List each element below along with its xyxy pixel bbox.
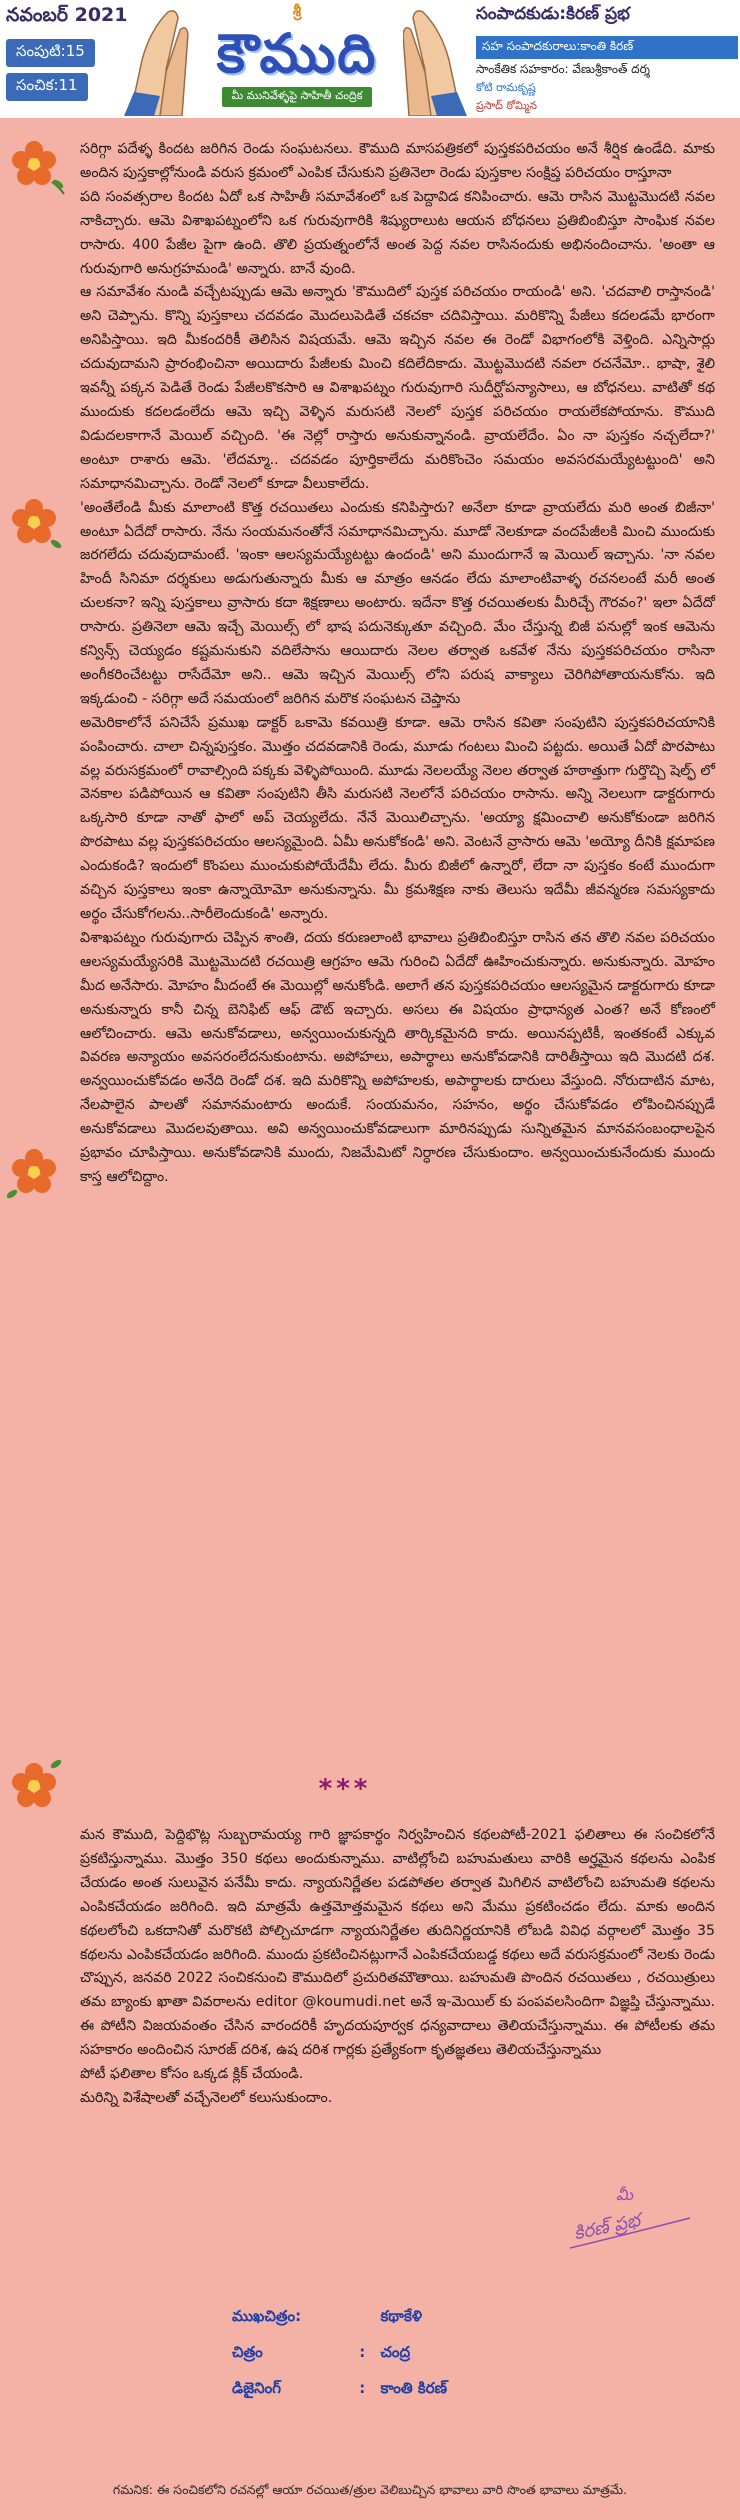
masthead [0,0,740,118]
logo-tagline: మీ మునివేళ్ళపై సాహితీ చంద్రిక [222,87,373,107]
editorial-paragraph: 'అంతేలేండి మీకు మాలాంటి కొత్త రచయితలు ఎందుకు కనిపిస్తారు? అనేలా కూడా వ్రాయలేదు మరి అంత బిజీనా' అంటూ ఏదేదో రాసారు. నేను సంయమనంతోనే సమాధానమిచ్చాను. మూడో నెలకూడా వందపేజీలకి మించి ముందుకు జరగలేదు చదువుదామంటే. 'ఇంకా ఆలస్యమయ్యేటట్టు ఉందండి' అని ముందుగానే ఇ మెయిల్ ఇచ్చాను. 'నా నవల హిందీ సినిమా దర్శకులు అడుగుతున్నారు మీకు ఆ మాత్రం ఆనడం లేదు మాలాంటివాళ్ళ రచనలంటే మరీ అంత చులకనా? ఇన్ని పుస్తకాలు వ్రాసారు కదా శిక్షణాలు అంటారు. ఇదేనా కొత్త రచయితలకు మీరిచ్చే గౌరవం?' ఇలా ఏదేదో రాసారు. ప్రతినెలా ఆమె ఇచ్చే మెయిల్స్ లో భాష పదునెక్కుతూ వచ్చింది. మేం చేస్తున్న బిజీ పనుల్లో ఇంక ఆమెను కన్విన్స్ చెయ్యడం కష్టమనుకుని వదిలేసాను ఆయిదారు నెలల తర్వాత ఒకవేళ నేను పుస్తకపరిచయం రాసినా అంగీకరించేటట్టు రాసేదేమో అని.. ఆమె ఇచ్చిన మెయిల్స్ లోని పరుష వాక్యాలు చెరిగిపోతాయనుకోను. ఇది ఇక్కడుంచి - సరిగ్గా అదే సమయంలో జరిగిన మరొక సంఘటన చెప్తాను [80,499,715,707]
disclaimer-footer: గమనిక: ఈ సంచికలోని రచనల్లో ఆయా రచయిత/త్రుల వెలిబుచ్చిన భావాలు వారి సొంత భావాలు మాత్రమే. [112,2482,628,2497]
team-member-1: కోటి రామకృష్ణ [476,81,536,94]
editor-signature [560,2178,700,2258]
logo-sri: శ్రీ [292,2,302,20]
credit-value: కథాకేళి [380,2307,422,2325]
editorial-body [80,138,715,1190]
signature-line-2: కిరణ్ ప్రభ [572,2209,642,2245]
credit-illustration: చిత్రం : చంద్ర [232,2334,592,2370]
flower-decoration-icon [2,490,66,554]
credit-cover [232,2298,592,2334]
flower-decoration-icon [2,132,66,196]
contest-results [80,1824,715,2111]
signature-line-1: మీ [616,2185,633,2204]
credit-label: చిత్రం [232,2343,263,2361]
results-paragraph: మన కౌముది, పెద్దిభొట్ల సుబ్బరామయ్య గారి జ్ఞాపకార్థం నిర్వహించిన కథలపోటీ-2021 ఫలితాలు ఈ సంచికలోనే ప్రకటిస్తున్నాము. మొత్తం 350 కథలు అందుకున్నాము. వాటిల్లోంచి బహుమతులు వారికి అర్హమైన కథలను ఎంపిక చేయడం అంత సులువైన పనేమీ కాదు. న్యాయనిర్ణేతల పడపోతల తర్వాత మిగిలిన వాటిలోంచి బహుమతి కథలను ఎంపికచేయడం జరిగింది. ఇది మాత్రమే ఉత్తమోత్తమమైన కథలు అని మేము ప్రకటించడం లేదు. మాకు అందిన కథలలోంచి ఒకదానితో మరొకటి పోల్చిచూడగా న్యాయనిర్ణేతల తుదినిర్ణయానికి లోబడి వివిధ వర్గాలలో మొత్తం 35 కథలను ఎంపికచేయడం జరిగింది. ముందు ప్రకటించినట్లుగానే ఎంపికచేయబడ్డ కథలు అదే వరుసక్రమంలో నెలకు రెండు చొప్పున, జనవరి 2022 సంచికనుంచి కౌముదిలో ప్రచురితమౌతాయి. బహుమతి పొందిన రచయితలు , రచయిత్రులు తమ బ్యాంకు ఖాతా వివరాలను editor @koumudi.net అనే ఇ-మెయిల్ కు పంపవలసిందిగా విజ్ఞప్తి చేస్తున్నాము. ఈ పోటీని విజయవంతం చేసిన వారందరికీ హృదయపూర్వక ధన్యవాదాలు తెలియచేస్తున్నాము. ఈ పోటీలకు తమ సహకారం అందించిన సూరజ్ దరిశ, ఉష దరిశ గార్లకు ప్రత్యేకంగా కృతజ్ఞతలు తెలియచేస్తున్నాము [80,1827,715,2059]
praying-hands-left-icon [120,0,190,116]
praying-hands-right-icon [403,0,471,116]
closing-line: మరిన్ని విశేషాలతో వచ్చేనెలలో కలుసుకుందాం. [80,2089,333,2106]
editorial-paragraph: ఆ సమావేశం నుండి వచ్చేటప్పుడు ఆమె అన్నారు 'కౌముదిలో పుస్తక పరిచయం రాయండి' అని. 'చదవాలి రాస్తానండి' అని చెప్పాను. కొన్ని పుస్తకాలు చదవడం మొదలుపెడితే చకచకా చదివిస్తాయి. మరికొన్ని పేజీలు కదలడమే భారంగా అనిపిస్తాయి. ఇది మీకందరికీ తెలిసిన విషయమే. ఆమె ఇచ్చిన నవల ఈ రెండో విభాగంలోకి వెళ్తింది. ఎన్నిసార్లు చదువుదామని ప్రారంభించినా అయిదారు పేజీలకు మించి కదిలేదికాదు. మొట్టమొదటి నవలా రచనేమో.. భాషా, శైలి ఇవన్నీ పక్కన పెడితే రెండు పేజీలకొకసారి ఆ విశాఖపట్నం గురువుగారి సుదీర్ఘోపన్యాసాలు, ఆ బోధనలు. వాటితో కథ ముందుకు కదలడంలేదు ఆమె ఇచ్చి వెళ్ళిన మరుసటి నెలలో పుస్తక పరిచయం రాయలేకపోయాను. కౌముది విడుదలకాగానే మెయిల్ వచ్చింది. 'ఈ నెల్లో రాస్తారు అనుకున్నానండి. వ్రాయలేదేం. ఏం నా పుస్తకం నచ్చలేదా?' అంటూ రాశారు ఆమె. 'లేదమ్మా.. చదవడం పూర్తికాలేదు మరికొంచెం సమయం అవసరమయ్యేటట్టుంది' అని సమాధానమిచ్చాను. రెండో నెలలో కూడా వీలుకాలేదు. [80,284,715,492]
flower-decoration-icon [2,1140,66,1204]
issue-info [6,4,126,101]
credit-label: ముఖచిత్రం: [232,2307,302,2325]
section-divider: *** [318,1774,372,1804]
results-link[interactable]: పోటీ ఫలితాల కోసం ఒక్కడ క్లిక్ చేయండి. [80,2066,304,2083]
flower-decoration-icon [2,1754,66,1818]
credit-value: చంద్ర [380,2343,411,2361]
issue-badge: సంచిక:11 [6,73,88,101]
technical-support: సాంకేతిక సహకారం: వేణుశ్రీకాంత్ దర్శ [476,62,650,76]
logo-title: కౌముది [216,22,378,85]
editorial-paragraph: పది సంవత్సరాల కిందట ఏదో ఒక సాహితీ సమావేశంలో ఒక పెద్దావిడ కనిపించారు. ఆమె రాసిన మొట్టమొదటి నవల నాకిచ్చారు. ఆమె విశాఖపట్నంలోని ఒక గురువుగారికి శిష్యురాలుట ఆయన బోధనలు ప్రతిబింబిస్తూ సాంఘిక నవల రాసారు. 400 పేజీల పైగా ఉంది. తొలి ప్రయత్నంలోనే అంత పెద్ద నవల రాసినందుకు అభినందించాను. 'అంతా ఆ గురువుగారి అనుగ్రహమండి' అన్నారు. బానే వుంది. [80,188,715,277]
credits-block [232,2298,592,2406]
editor-name: సంపాదకుడు:కిరణ్ ప్రభ [476,4,630,24]
credit-label: డిజైనింగ్ [232,2379,281,2397]
editorial-paragraph: అమెరికాలోనే పనిచేసే ప్రముఖ డాక్టర్ ఒకామె కవయిత్రి కూడా. ఆమె రాసిన కవితా సంపుటిని పుస్తకపరిచయానికి పంపించారు. చాలా చిన్నపుస్తకం. మొత్తం చదవడానికి రెండు, మూడు గంటలు మించి పట్టదు. అయితే ఏదో పొరపాటు వల్ల వరుసక్రమంలో రావాల్సింది పక్కకు వెళ్ళిపోయింది. మూడు నెలలయ్యే నెలల తర్వాత హఠాత్తుగా గుర్తొచ్చి షెల్ఫ్ లో వెనకాల పడిపోయిన ఆ కవితా సంపుటిని తీసి మరుసటి నెలలోనే పరిచయం రాసాను. అన్ని నెలలుగా డాక్టరుగారు ఒక్కసారి కూడా నాతో ఫాలో అప్ చెయ్యలేదు. నేనే మెయిలిచ్చాను. 'అయ్యా క్షమించాలి అనుకోకుండా జరిగిన పొరపాటు వల్ల పుస్తకపరిచయం ఆలస్యమైంది. ఏమీ అనుకోకండి' అని. వెంటనే వ్రాసారు ఆమె 'అయ్యో దీనికి క్షమాపణ ఎందుకండి? ఇందులో కొంపలు ముంచుకుపోయేదేమీ లేదు. మీరు బిజీలో ఉన్నారో, లేదా నా పుస్తకం కంటే ముందుగా వచ్చిన పుస్తకాలు ఇంకా ఉన్నాయోమో అనుకున్నాను. మీ క్రమశిక్షణ నాకు తెలుసు ఇదేమీ జీవన్మరణ సమస్యకాదు అర్థం చేసుకోగలను..సారీలెందుకండి' అన్నారు. [80,714,715,922]
credit-value: కాంతి కిరణ్ [380,2379,447,2397]
associate-editor: సహ సంపాదకురాలు:కాంతి కిరణ్ [476,36,738,59]
koumudi-logo[interactable] [192,2,402,114]
editorial-team [476,4,738,115]
issue-date: నవంబర్ 2021 [6,4,128,26]
credit-design: డిజైనింగ్ : కాంతి కిరణ్ [232,2370,592,2406]
volume-badge: సంపుటి:15 [6,39,95,67]
editorial-paragraph: సరిగ్గా పదేళ్ళ కిందట జరిగిన రెండు సంఘటనలు. కౌముది మాసపత్రికలో పుస్తకపరిచయం అనే శీర్షిక ఉండేది. మాకు అందిన పుస్తకాల్లోనుండి వరుస క్రమంలో ఎంపిక చేసుకుని ప్రతినెలా రెండు పుస్తకాల సంక్షిప్త పరిచయం రాస్తూనా [80,141,715,181]
team-member-2: ప్రసాద్ ఠోమ్మిన [476,99,537,112]
editorial-paragraph: విశాఖపట్నం గురువుగారు చెప్పిన శాంతి, దయ కరుణలాంటి భావాలు ప్రతిబింబిస్తూ రాసిన తన తొలి నవల పరిచయం ఆలస్యమయ్యేసరికి మొట్టమొదటి రచయిత్రి ఆగ్రహం ఆమె గురించి ఏదేదో ఊహించుకున్నారు. అనుకున్నారు. మోహం మీద అనేసారు. మోహం మీదంటే ఈ మెయిల్లో అనుకోండి. అలాగే తన పుస్తకపరిచయం ఆలస్యమైన డాక్టరుగారు కూడా అనుకున్నారు కానీ చిన్న బెనిఫిట్ ఆఫ్ డౌట్ ఇచ్చారు. అసలు ఈ విషయం ప్రాధాన్యత ఎంత? అనే కోణంలో ఆలోచించారు. ఆమె అనుకోవడాలు, అన్వయించుకున్నది తార్కికమైనది కాదు. అయినప్పటికీ, ఇంతకంటే ఎక్కువ వివరణ అన్యాయం అవసరంలేదనుకుంటాను. అపోహలు, అపార్థాలు అనుకోవడానికి దారితీస్తాయి ఇది మొదటి దశ. అన్వయించుకోవడం అనేది రెండో దశ. ఇది మరికొన్ని అపోహలకు, అపార్థాలకు దారులు వేస్తుంది. నోరుదాటిన మాట, నేలపాలైన పాలతో సమానమంటారు అందుకే. సంయమనం, సహనం, అర్థం చేసుకోవడం లోపించినప్పుడే అనుకోవడాలు మొదలవుతాయి. అవి అన్వయించుకోవడాలుగా మారినప్పుడు సున్నితమైన మానవసంబంధాలపైన ప్రభావం చూపిస్తాయి. అనుకోవడానికి ముందు, నిజమేమిటో నిర్ధారణ చేసుకుందాం. అన్వయించుకునేందుకు ముందు కాస్త ఆలోచిద్దాం. [80,929,715,1185]
